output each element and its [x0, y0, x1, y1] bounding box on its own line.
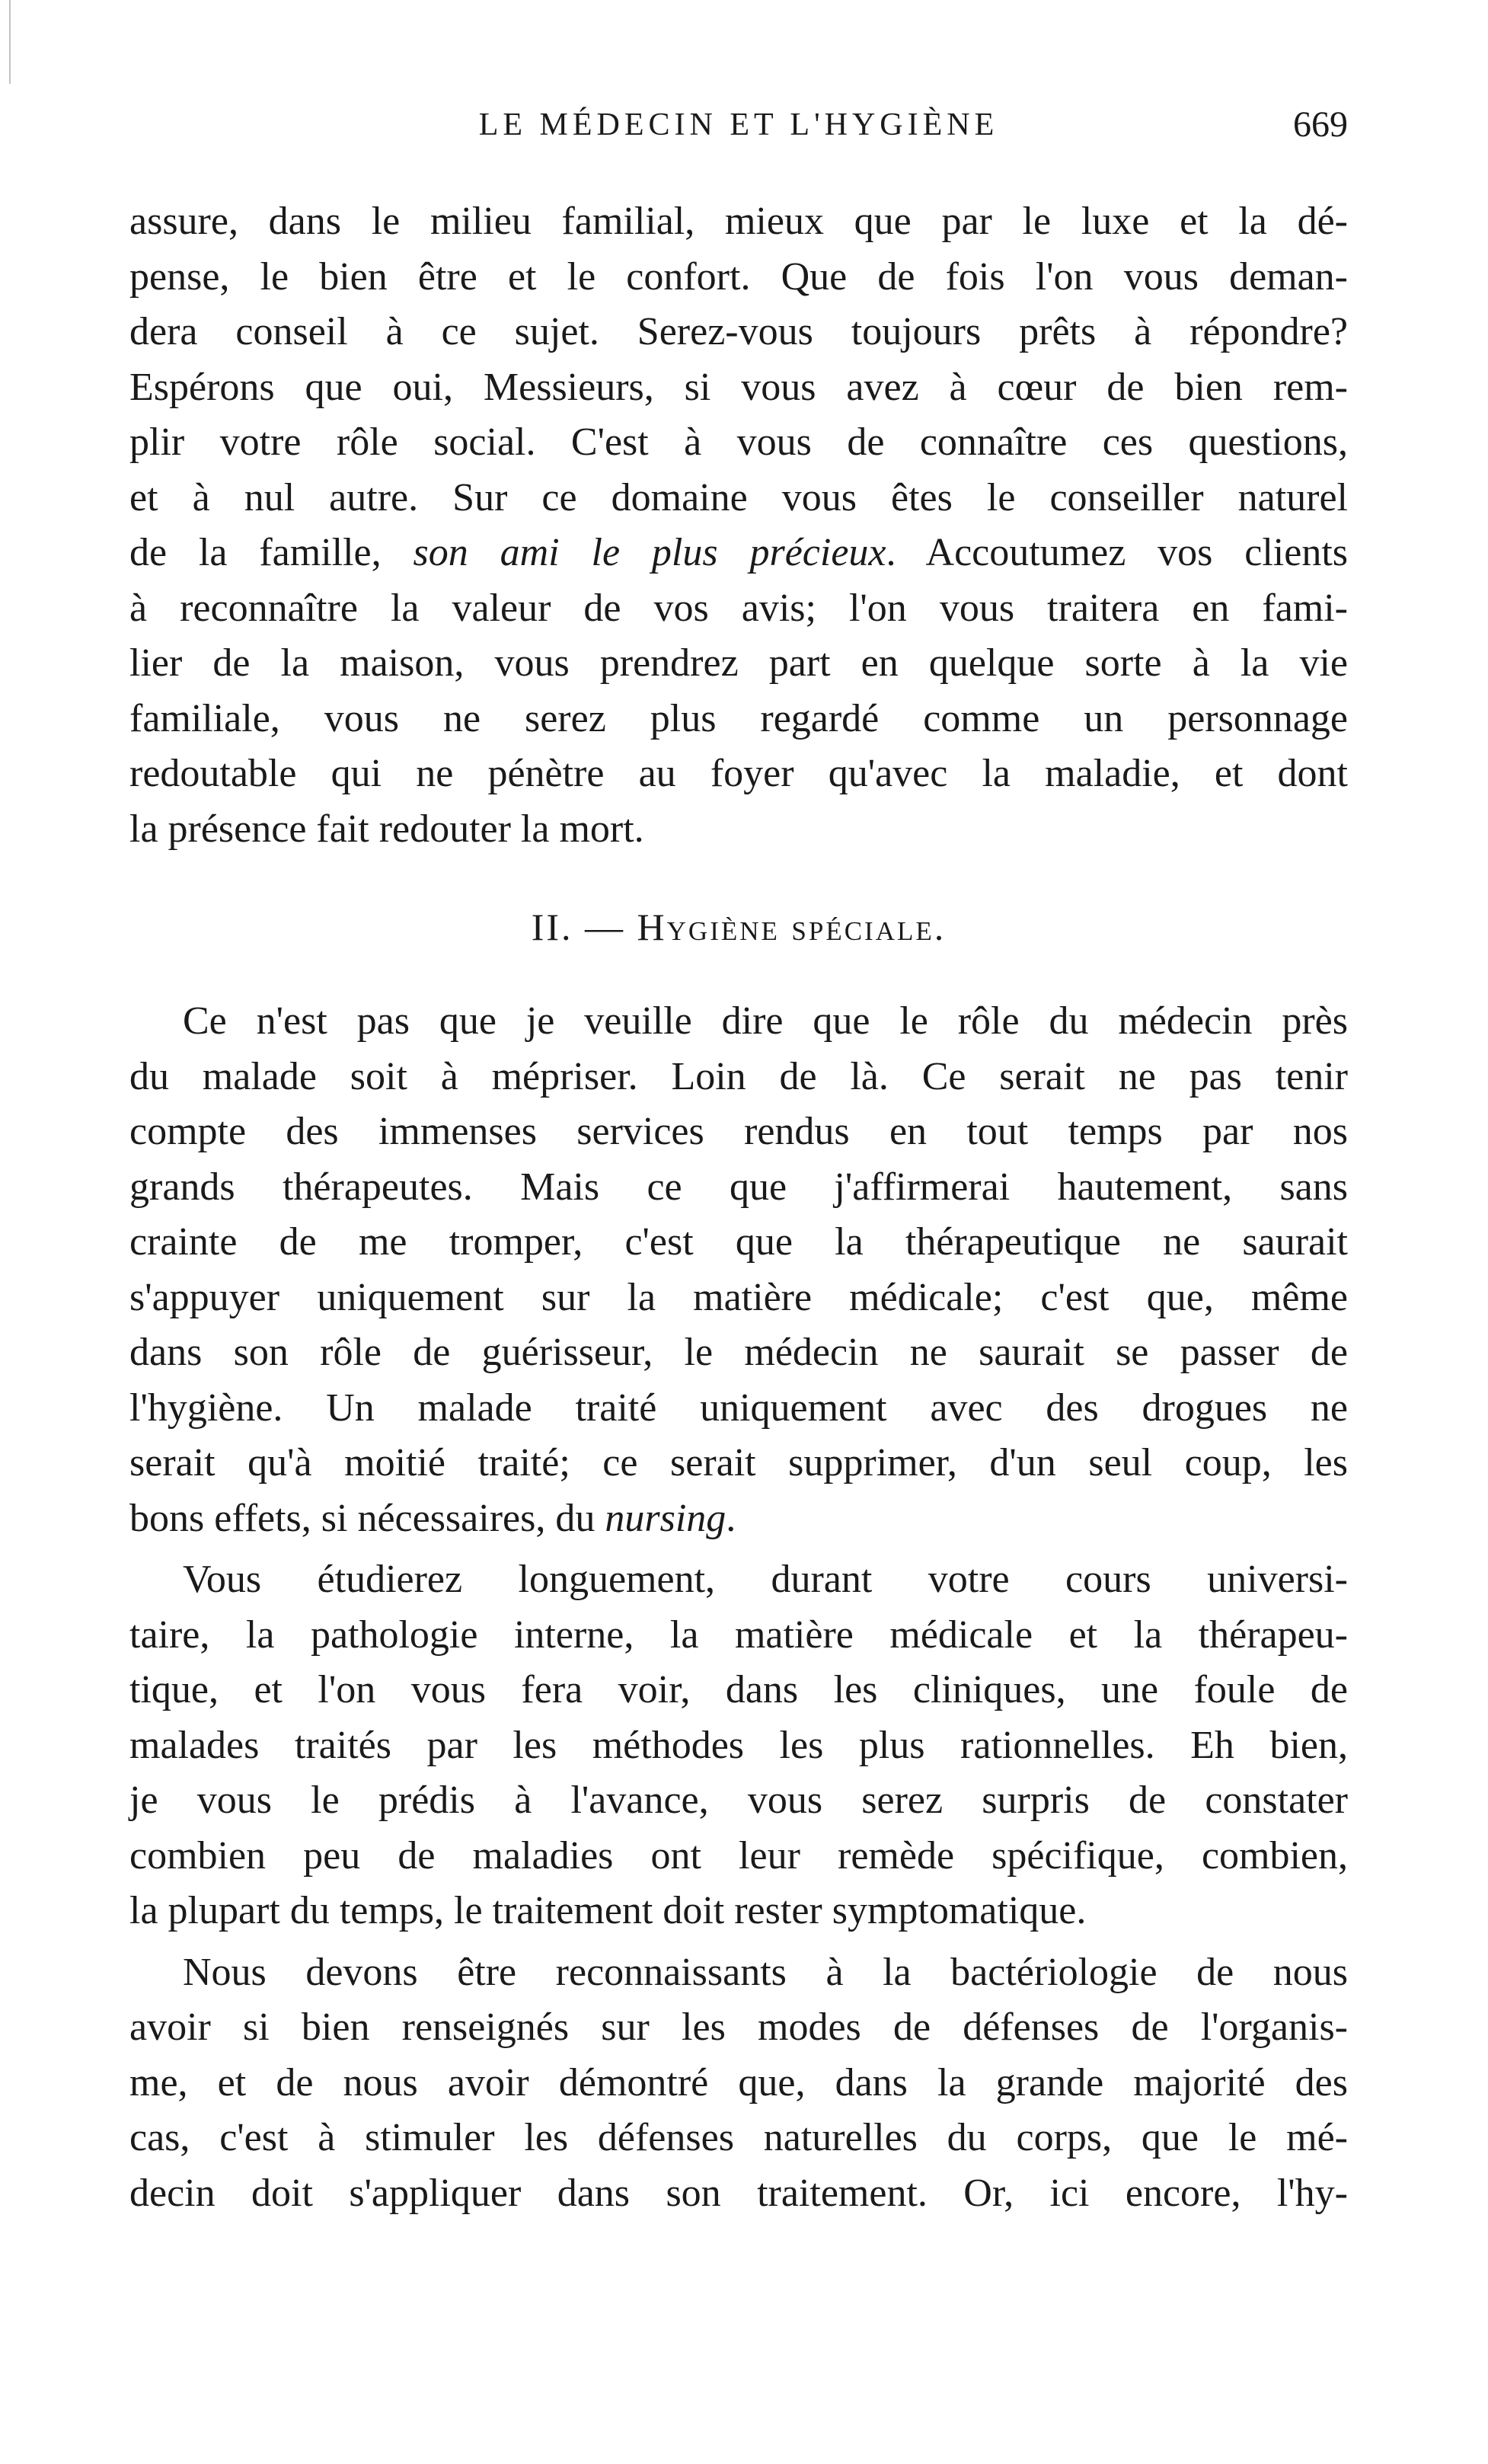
body-text	[129, 194, 1348, 2221]
text-line: tique, et l'on vous fera voir, dans les cliniques, une foule de	[129, 1668, 1348, 1711]
text-line: decin doit s'appliquer dans son traitement. Or, ici encore, l'hy-	[129, 2171, 1348, 2215]
text-line: Ce n'est pas que je veuille dire que le rôle du médecin près	[183, 999, 1348, 1043]
paragraph-1	[129, 194, 1348, 857]
text-line: lier de la maison, vous prendrez part en quelque sorte à la vie	[129, 641, 1348, 685]
text-line: malades traités par les méthodes les plus rationnelles. Eh bien,	[129, 1723, 1348, 1767]
text-line: redoutable qui ne pénètre au foyer qu'avec la maladie, et dont	[129, 752, 1348, 795]
text-run: . Accoutumez vos clients	[886, 531, 1349, 574]
text-line: je vous le prédis à l'avance, vous serez surpris de constater	[129, 1778, 1348, 1822]
text-line: serait qu'à moitié traité; ce serait supprimer, d'un seul coup, les	[129, 1441, 1348, 1484]
text-line: la présence fait redouter la mort.	[129, 807, 644, 851]
text-run: bons effets, si nécessaires, du	[129, 1496, 605, 1540]
text-line: pense, le bien être et le confort. Que de fois l'on vous deman-	[129, 254, 1348, 299]
italic-phrase: son ami le plus précieux	[413, 531, 886, 574]
text-line: assure, dans le milieu familial, mieux que par le luxe et la dé-	[129, 200, 1348, 243]
paragraph-gap	[129, 1939, 1348, 1945]
text-line: du malade soit à mépriser. Loin de là. Ce serait ne pas tenir	[129, 1054, 1348, 1098]
text-line: plir votre rôle social. C'est à vous de connaître ces questions,	[129, 420, 1348, 464]
section-heading: II. — Hygiène spéciale.	[531, 906, 947, 948]
scan-margin-mark	[9, 0, 11, 84]
text-run: de la famille,	[129, 531, 414, 574]
text-line: et à nul autre. Sur ce domaine vous êtes le conseiller naturel	[129, 475, 1348, 519]
text-line: taire, la pathologie interne, la matière médicale et la thérapeu-	[129, 1612, 1348, 1657]
text-line: grands thérapeutes. Mais ce que j'affirmerai hautement, sans	[129, 1165, 1348, 1209]
text-line: compte des immenses services rendus en tout temps par nos	[129, 1110, 1348, 1153]
text-line: dera conseil à ce sujet. Serez-vous toujours prêts à répondre?	[129, 310, 1348, 353]
text-run: .	[726, 1496, 736, 1540]
text-line: dans son rôle de guérisseur, le médecin ne saurait se passer de	[129, 1331, 1348, 1374]
text-line: familiale, vous ne serez plus regardé comme un personnage	[129, 696, 1348, 740]
text-line: Vous étudierez longuement, durant votre cours universi-	[183, 1558, 1348, 1601]
text-line: l'hygiène. Un malade traité uniquement avec des drogues ne	[129, 1385, 1348, 1430]
text-line: combien peu de maladies ont leur remède spécifique, combien,	[129, 1833, 1348, 1878]
text-line	[129, 1491, 1348, 1547]
paragraph-4	[129, 1945, 1348, 2222]
running-header	[129, 104, 1348, 168]
text-line	[129, 526, 1348, 581]
paragraph-3	[129, 1552, 1348, 1939]
text-line: s'appuyer uniquement sur la matière médicale; c'est que, même	[129, 1275, 1348, 1319]
paragraph-2	[129, 994, 1348, 1546]
text-line: cas, c'est à stimuler les défenses naturelles du corps, que le mé-	[129, 2116, 1348, 2159]
text-line: la plupart du temps, le traitement doit rester symptomatique.	[129, 1889, 1087, 1932]
text-line: crainte de me tromper, c'est que la thérapeutique ne saurait	[129, 1220, 1348, 1264]
paragraph-gap	[129, 1546, 1348, 1552]
running-title: LE MÉDECIN ET L'HYGIÈNE	[478, 107, 999, 142]
text-line: Nous devons être reconnaissants à la bactériologie de nous	[183, 1950, 1348, 1994]
text-line: avoir si bien renseignés sur les modes de défenses de l'organis-	[129, 2005, 1348, 2049]
text-line: Espérons que oui, Messieurs, si vous avez à cœur de bien rem-	[129, 365, 1348, 409]
text-line: à reconnaître la valeur de vos avis; l'on vous traitera en fami-	[129, 586, 1348, 630]
text-line: me, et de nous avoir démontré que, dans la grande majorité des	[129, 2060, 1348, 2104]
italic-word: nursing	[605, 1496, 726, 1540]
page-number: 669	[1293, 104, 1348, 145]
